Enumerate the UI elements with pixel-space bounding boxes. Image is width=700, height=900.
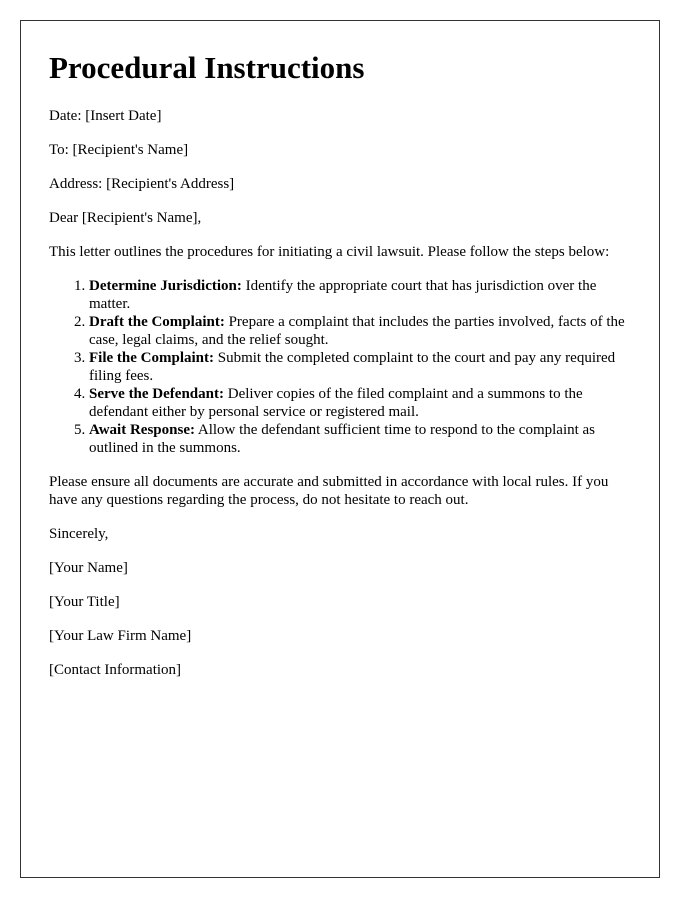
intro-paragraph: This letter outlines the procedures for initiating a civil lawsuit. Please follow the steps below:	[49, 244, 610, 260]
list-item	[89, 349, 631, 385]
address-line: Address: [Recipient's Address]	[49, 176, 235, 192]
step-text: Allow the defendant sufficient time to respond to the complaint as outlined in the summons.	[89, 422, 596, 456]
step-text: Prepare a complaint that includes the parties involved, facts of the case, legal claims, and the relief sought.	[89, 314, 625, 348]
signature-name: [Your Name]	[49, 560, 128, 576]
list-item	[89, 385, 631, 421]
date-line: Date: [Insert Date]	[49, 108, 162, 124]
recipient-line: To: [Recipient's Name]	[49, 142, 189, 158]
step-term: File the Complaint:	[89, 350, 214, 366]
list-item	[89, 277, 631, 313]
signature-firm: [Your Law Firm Name]	[49, 628, 192, 644]
valediction: Sincerely,	[49, 526, 109, 542]
list-item	[89, 313, 631, 349]
list-item	[89, 421, 631, 457]
step-text: Submit the completed complaint to the court and pay any required filing fees.	[89, 350, 616, 384]
closing-paragraph: Please ensure all documents are accurate and submitted in accordance with local rules. If you have any questions regarding the process, do not hesitate to reach out.	[49, 474, 609, 508]
signature-title: [Your Title]	[49, 594, 120, 610]
letter-page	[20, 20, 660, 878]
step-text: Identify the appropriate court that has jurisdiction over the matter.	[89, 278, 597, 312]
step-term: Determine Jurisdiction:	[89, 278, 242, 294]
step-term: Await Response:	[89, 422, 195, 438]
step-text: Deliver copies of the filed complaint and a summons to the defendant either by personal service or registered mail.	[89, 386, 583, 420]
salutation: Dear [Recipient's Name],	[49, 210, 202, 226]
steps-list	[49, 277, 631, 457]
step-term: Serve the Defendant:	[89, 386, 224, 402]
step-term: Draft the Complaint:	[89, 314, 225, 330]
page-title: Procedural Instructions	[49, 50, 365, 85]
signature-contact: [Contact Information]	[49, 662, 182, 678]
